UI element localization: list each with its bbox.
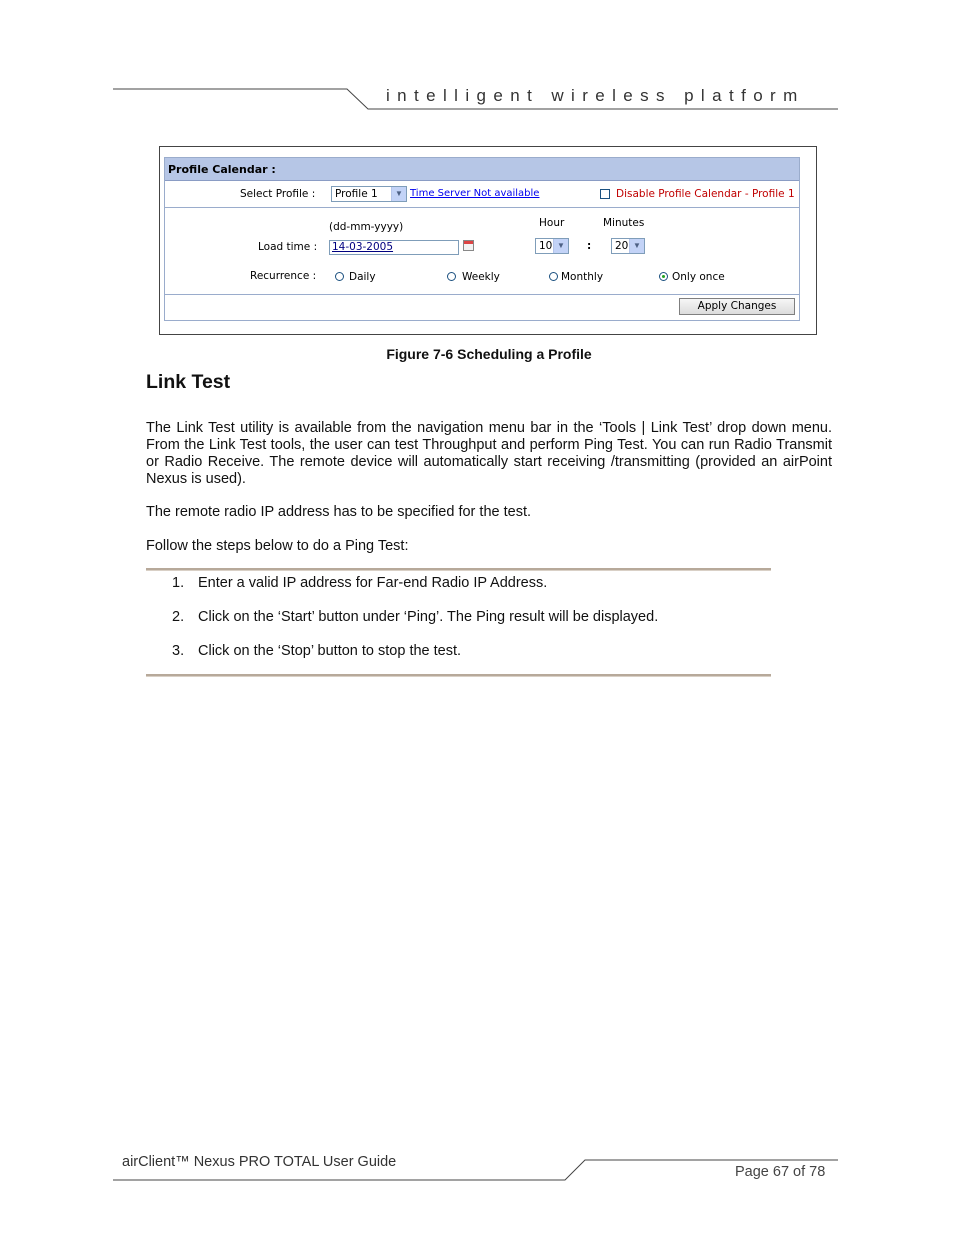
figure-caption: Figure 7-6 Scheduling a Profile xyxy=(386,346,592,362)
step-text: Click on the ‘Start’ button under ‘Ping’. The Ping result will be displayed. xyxy=(198,609,659,625)
date-format-hint: (dd-mm-yyyy) xyxy=(329,221,404,233)
chevron-down-icon: ▼ xyxy=(629,239,644,253)
step-number: 3. xyxy=(172,643,185,659)
steps-top-rule xyxy=(146,568,771,571)
recurrence-daily-radio[interactable] xyxy=(335,272,344,281)
steps-intro-paragraph: Follow the steps below to do a Ping Test: xyxy=(146,538,409,554)
footer-product-title: airClient™ Nexus PRO TOTAL User Guide xyxy=(122,1154,397,1170)
disable-calendar-checkbox[interactable] xyxy=(600,189,610,199)
recurrence-only-once-radio[interactable] xyxy=(659,272,668,281)
ip-note-paragraph: The remote radio IP address has to be specified for the test. xyxy=(146,504,532,520)
apply-changes-button[interactable]: Apply Changes xyxy=(679,298,795,315)
hour-select[interactable]: 10 ▼ xyxy=(535,238,569,254)
load-time-label: Load time : xyxy=(258,241,318,253)
profile-select[interactable]: Profile 1 ▼ xyxy=(331,186,407,202)
chevron-down-icon: ▼ xyxy=(391,187,406,201)
minutes-select[interactable]: 20 ▼ xyxy=(611,238,645,254)
list-item xyxy=(172,575,547,591)
time-server-link[interactable]: Time Server Not available xyxy=(410,188,540,199)
recurrence-daily-label: Daily xyxy=(349,271,376,283)
footer-page-number: Page 67 of 78 xyxy=(735,1164,826,1180)
list-item xyxy=(172,643,461,659)
section-heading: Link Test xyxy=(146,371,231,393)
step-text: Enter a valid IP address for Far-end Radio IP Address. xyxy=(198,575,548,591)
divider xyxy=(165,207,799,208)
step-number: 2. xyxy=(172,609,185,625)
recurrence-monthly-label: Monthly xyxy=(561,271,604,283)
chevron-down-icon: ▼ xyxy=(553,239,568,253)
panel-title: Profile Calendar : xyxy=(165,158,799,181)
steps-bottom-rule xyxy=(146,674,771,677)
recurrence-label: Recurrence : xyxy=(250,270,317,282)
minutes-label: Minutes xyxy=(603,217,645,229)
select-profile-label: Select Profile : xyxy=(240,188,316,200)
intro-paragraph: The Link Test utility is available from the navigation menu bar in the ‘Tools | Link Test’ drop down menu. From the Link Test tools, the user can test Throughput and perform Ping Test. You can run Radio Transmit or Radio Receive. The remote device will automatically start receiving /transmitting (provided an airPoint Nexus is used). xyxy=(146,420,832,487)
disable-calendar-label: Disable Profile Calendar - Profile 1 xyxy=(616,188,795,200)
recurrence-monthly-radio[interactable] xyxy=(549,272,558,281)
load-time-input[interactable]: 14-03-2005 xyxy=(329,240,459,255)
calendar-icon[interactable] xyxy=(463,240,474,251)
list-item xyxy=(172,609,658,625)
step-number: 1. xyxy=(172,575,185,591)
hour-label: Hour xyxy=(539,217,565,229)
profile-calendar-panel xyxy=(164,157,800,321)
recurrence-weekly-label: Weekly xyxy=(462,271,500,283)
step-text: Click on the ‘Stop’ button to stop the test. xyxy=(198,643,462,659)
time-separator: : xyxy=(587,240,592,252)
recurrence-weekly-radio[interactable] xyxy=(447,272,456,281)
divider xyxy=(165,294,799,295)
header-tagline: intelligent wireless platform xyxy=(386,86,805,105)
recurrence-only-once-label: Only once xyxy=(672,271,725,283)
